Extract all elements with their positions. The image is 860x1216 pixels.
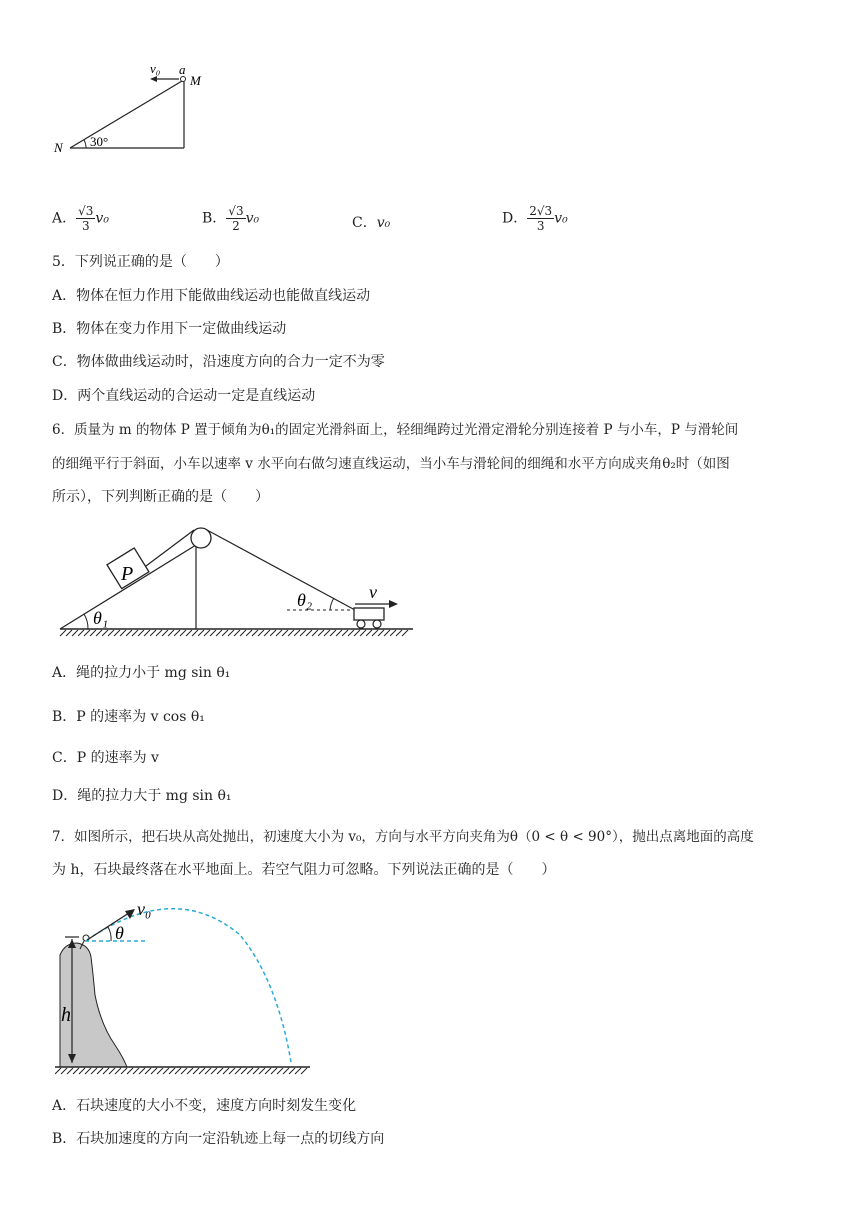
hatch-mark — [126, 630, 132, 636]
hatch-mark — [372, 630, 378, 636]
hatch-mark — [277, 1068, 283, 1074]
label-theta1: θ₁ — [93, 608, 109, 628]
hatch-mark — [342, 630, 348, 636]
hatch-mark — [133, 1068, 139, 1074]
hatch-mark — [139, 1068, 145, 1074]
ground-hatching — [55, 1068, 307, 1074]
cart — [354, 608, 384, 620]
hatch-mark — [306, 630, 312, 636]
hatch-mark — [283, 1068, 289, 1074]
hatch-mark — [205, 1068, 211, 1074]
hatch-mark — [234, 630, 240, 636]
hatch-mark — [67, 1068, 73, 1074]
hatch-mark — [97, 1068, 103, 1074]
projectile-figure-q7 — [55, 895, 317, 1075]
hatch-mark — [360, 630, 366, 636]
hatch-mark — [348, 630, 354, 636]
q6-stem-line3: 所示），下列判断正确的是（ ） — [52, 489, 269, 505]
hatch-mark — [115, 1068, 121, 1074]
hatch-mark — [265, 1068, 271, 1074]
hatch-mark — [288, 630, 294, 636]
label-a: a — [179, 62, 186, 77]
hatch-mark — [253, 1068, 259, 1074]
hatch-mark — [151, 1068, 157, 1074]
hatch-mark — [192, 630, 198, 636]
hatch-mark — [132, 630, 138, 636]
label-theta: θ — [115, 923, 124, 943]
hatch-mark — [330, 630, 336, 636]
velocity-arrowhead — [150, 76, 157, 82]
hatch-mark — [61, 1068, 67, 1074]
incline-hypotenuse — [70, 81, 182, 148]
hatch-mark — [324, 630, 330, 636]
theta1-arc — [84, 614, 88, 629]
q7-option-a[interactable]: A．石块速度的大小不变，速度方向时刻发生变化 — [52, 1098, 357, 1114]
hatch-mark — [252, 630, 258, 636]
pulley-figure-q6 — [55, 518, 420, 643]
q7-stem-line1: 7．如图所示，把石块从高处抛出，初速度大小为 v₀，方向与水平方向夹角为θ（0 < θ < 90°），抛出点离地面的高度 — [52, 829, 754, 845]
q6-option-d[interactable]: D．绳的拉力大于 mg sin θ₁ — [52, 788, 232, 804]
hatch-mark — [102, 630, 108, 636]
option-label: B． — [202, 210, 227, 227]
hatch-mark — [55, 1068, 61, 1074]
fraction: $\frac{√3}{3}$ — [78, 204, 94, 233]
hatch-mark — [145, 1068, 151, 1074]
hatch-mark — [73, 1068, 79, 1074]
hatch-mark — [198, 630, 204, 636]
hatch-mark — [78, 630, 84, 636]
q6-option-a[interactable]: A．绳的拉力小于 mg sin θ₁ — [52, 665, 231, 681]
velocity-arrowhead — [389, 600, 398, 608]
q4-option-d[interactable]: D． $\frac{2√3}{3}$ v₀ — [502, 204, 568, 233]
hatch-mark — [378, 630, 384, 636]
label-v0: v₀ — [150, 61, 161, 76]
hatch-mark — [295, 1068, 301, 1074]
option-label: D． — [502, 210, 528, 227]
hatch-mark — [276, 630, 282, 636]
hatch-mark — [109, 1068, 115, 1074]
fraction: $\frac{2√3}{3}$ — [529, 204, 553, 233]
hatch-mark — [217, 1068, 223, 1074]
hatch-mark — [228, 630, 234, 636]
hatch-mark — [294, 630, 300, 636]
hatch-mark — [336, 630, 342, 636]
label-P: P — [121, 563, 134, 585]
hatch-mark — [300, 630, 306, 636]
incline-figure-q4 — [40, 55, 220, 160]
hatch-mark — [247, 1068, 253, 1074]
hatch-mark — [120, 630, 126, 636]
hatch-mark — [402, 630, 408, 636]
hatch-mark — [216, 630, 222, 636]
hatch-mark — [396, 630, 402, 636]
label-N: N — [54, 140, 63, 155]
hatch-mark — [121, 1068, 127, 1074]
hatch-mark — [258, 630, 264, 636]
hatch-mark — [181, 1068, 187, 1074]
hatch-mark — [174, 630, 180, 636]
hatch-mark — [223, 1068, 229, 1074]
q5-option-a[interactable]: A．物体在恒力作用下能做曲线运动也能做直线运动 — [52, 288, 371, 304]
hatch-mark — [318, 630, 324, 636]
q5-option-b[interactable]: B．物体在变力作用下一定做曲线运动 — [52, 321, 287, 337]
hatch-mark — [138, 630, 144, 636]
theta-arc — [108, 927, 111, 941]
hatch-mark — [157, 1068, 163, 1074]
hatch-mark — [90, 630, 96, 636]
hatch-mark — [66, 630, 72, 636]
angle-arc — [84, 140, 86, 148]
hatch-mark — [390, 630, 396, 636]
cart-wheel-right — [373, 620, 381, 628]
label-angle: 30° — [90, 134, 109, 149]
hatch-mark — [222, 630, 228, 636]
cart-wheel-left — [357, 620, 365, 628]
q6-stem-line2: 的细绳平行于斜面，小车以速率 v 水平向右做匀速直线运动，当小车与滑轮间的细绳和水平方向成夹角θ₂时（如图 — [52, 456, 730, 472]
hatch-mark — [210, 630, 216, 636]
hatch-mark — [114, 630, 120, 636]
hatch-mark — [168, 630, 174, 636]
hatch-mark — [150, 630, 156, 636]
hatch-mark — [72, 630, 78, 636]
hatch-mark — [229, 1068, 235, 1074]
hatch-mark — [211, 1068, 217, 1074]
hatch-mark — [163, 1068, 169, 1074]
ball-a — [181, 77, 186, 82]
hatch-mark — [354, 630, 360, 636]
q5-stem: 5．下列说正确的是（ ） — [52, 254, 229, 270]
hatch-mark — [264, 630, 270, 636]
hatch-mark — [271, 1068, 277, 1074]
q5-option-d[interactable]: D．两个直线运动的合运动一定是直线运动 — [52, 388, 316, 404]
label-theta2: θ₂ — [297, 590, 313, 610]
hatch-mark — [282, 630, 288, 636]
hatch-mark — [270, 630, 276, 636]
hatch-mark — [289, 1068, 295, 1074]
hatch-mark — [162, 630, 168, 636]
hatch-mark — [96, 630, 102, 636]
hatch-mark — [169, 1068, 175, 1074]
fraction: $\frac{√3}{2}$ — [228, 204, 244, 233]
q7-option-b[interactable]: B．石块加速度的方向一定沿轨迹上每一点的切线方向 — [52, 1131, 385, 1147]
hatch-mark — [384, 630, 390, 636]
q5-option-c[interactable]: C．物体做曲线运动时，沿速度方向的合力一定不为零 — [52, 354, 385, 370]
hatch-mark — [246, 630, 252, 636]
q6-option-c[interactable]: C．P 的速率为 v — [52, 750, 159, 766]
hatch-mark — [199, 1068, 205, 1074]
hatch-mark — [156, 630, 162, 636]
q4-option-a[interactable]: A． $\frac{√3}{3}$ v₀ — [52, 204, 109, 233]
q4-option-b[interactable]: B． $\frac{√3}{2}$ v₀ — [202, 204, 260, 233]
label-v: v — [369, 582, 377, 602]
hatch-mark — [91, 1068, 97, 1074]
hatch-mark — [108, 630, 114, 636]
hatch-mark — [84, 630, 90, 636]
hatch-mark — [85, 1068, 91, 1074]
hatch-mark — [79, 1068, 85, 1074]
hatch-mark — [235, 1068, 241, 1074]
q4-option-c[interactable]: C．v₀ — [352, 215, 391, 231]
hatch-mark — [60, 630, 66, 636]
hatch-mark — [180, 630, 186, 636]
theta2-arc — [330, 598, 334, 610]
ground-hatching — [60, 630, 408, 636]
hatch-mark — [103, 1068, 109, 1074]
hatch-mark — [204, 630, 210, 636]
hatch-mark — [127, 1068, 133, 1074]
hatch-mark — [241, 1068, 247, 1074]
label-v0: v₀ — [137, 899, 152, 919]
hatch-mark — [175, 1068, 181, 1074]
q6-stem-line1: 6．质量为 m 的物体 P 置于倾角为θ₁的固定光滑斜面上，轻细绳跨过光滑定滑轮分别连接着 P 与小车，P 与滑轮间 — [52, 422, 739, 438]
q7-stem-line2: 为 h，石块最终落在水平地面上。若空气阻力可忽略。下列说法正确的是（ ） — [52, 862, 556, 878]
hatch-mark — [259, 1068, 265, 1074]
q6-option-b[interactable]: B．P 的速率为 v cos θ₁ — [52, 709, 205, 725]
hatch-mark — [187, 1068, 193, 1074]
label-M: M — [190, 73, 201, 88]
hatch-mark — [366, 630, 372, 636]
label-h: h — [61, 1004, 71, 1026]
hatch-mark — [301, 1068, 307, 1074]
hatch-mark — [144, 630, 150, 636]
hatch-mark — [312, 630, 318, 636]
hatch-mark — [193, 1068, 199, 1074]
hatch-mark — [240, 630, 246, 636]
hatch-mark — [186, 630, 192, 636]
rope-to-cart — [207, 530, 355, 610]
option-label: C． — [352, 215, 377, 231]
option-label: A． — [52, 210, 77, 227]
